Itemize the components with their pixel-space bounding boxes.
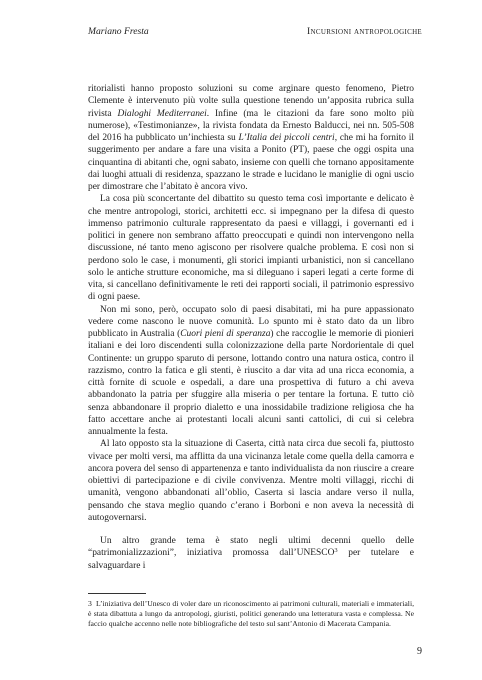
paragraph-1 bbox=[88, 83, 414, 193]
text-run: Non mi sono, però, occupato solo di paesi disabitati, mi ha pure appassionato vedere come nascono le nuove comunità. Lo spunto mi è stato dato da un libro pubblicato in Australia ( bbox=[88, 304, 414, 339]
text-run: , che mi ha fornito il suggerimento per andare a fare una visita a Ponito (PT), paese che oggi ospita una cinquantina di abitanti che, ogni sabato, insieme con quelli che tornano appositamente dai luoghi attuali di residenza, spazzano le strade e lucidano le maniglie di ogni uscio per dimostrare che l’abitato è ancora vivo. bbox=[88, 133, 414, 192]
running-header bbox=[88, 26, 422, 40]
paragraph-2: La cosa più sconcertante del dibattito su questo tema così importante e delicato è che mentre antropologi, storici, architetti ecc. si impegnano per la difesa di questo immenso patrimonio culturale rappresentato da paesi e villaggi, i governanti ed i politici in genere non sembrano affatto preoccupati e quindi non intervengono nella discussione, né tanto meno agiscono per risolvere qualche problema. E così non si perdono solo le case, i monumenti, gli storici impianti urbanistici, non si cancellano solo le antiche strutture economiche, ma si dileguano i saperi legati a certe forme di vita, si cancellano definitivamente le reti dei rapporti sociali, il patrimonio espressivo di ogni paese. bbox=[88, 194, 414, 303]
footnote-number: 3 bbox=[88, 599, 92, 608]
journal-title: Dialoghi Mediterranei bbox=[117, 108, 207, 119]
header-title: Incursioni antropologiche bbox=[307, 26, 422, 37]
text-run: ) che raccoglie le memorie di pionieri italiani e dei loro discendenti sulla colonizzazione della parte Nordorientale di quel Continente: un gruppo sparuto di persone, lottando contro una natura ostica, contro il razzismo, contro la fatica e gli stenti, è riuscito a dar vita ad una ricca economia, a città fornite di scuole e ospedali, a dare una prospettiva di futuro a chi aveva abbandonato la patria per sfuggire alla miseria o per tentare la fortuna. E tutto ciò senza abbandonare il proprio dialetto e una inossidabile tradizione religiosa che ha fatto accettare anche ai protestanti locali alcuni santi cattolici, di cui si celebra annualmente la festa. bbox=[88, 329, 414, 437]
inquiry-title: L’Italia dei piccoli centri bbox=[238, 133, 335, 143]
text-run: per tutelare e salvaguardare i bbox=[88, 548, 414, 571]
body-text bbox=[88, 83, 414, 572]
paragraph-4: Al lato opposto sta la situazione di Caserta, città nata circa due secoli fa, piuttosto vivace per molti versi, ma afflitta da una vicinanza letale come quella della camorra e ancora povera del senso di appartenenza e tanto individualista da non riuscire a creare obiettivi di partecipazione e di civile convivenza. Mentre molti villaggi, ricchi di umanità, vengono abbandonati all’oblio, Caserta si lascia andare verso il nulla, pensando che stava meglio quando c’erano i Borboni e non aveva la necessità di autogovernarsi. bbox=[88, 439, 414, 523]
book-title: Cuori pieni di speranza bbox=[180, 329, 271, 339]
footnote-reference[interactable]: 3 bbox=[334, 547, 338, 555]
paragraph-5 bbox=[88, 535, 414, 572]
text-run: Un altro grande tema è stato negli ultimi decenni quello delle “patrimonializzazioni”, iniziativa promossa dall’UNESCO bbox=[88, 536, 414, 559]
footnote bbox=[88, 599, 414, 629]
text-run: ritorialisti hanno proposto soluzioni su come arginare questo fenomeno, Pietro Clemente è intervenuto più volte sulla questione tenendo un’apposita rubrica sulla rivista bbox=[88, 84, 414, 119]
header-author: Mariano Fresta bbox=[88, 26, 149, 37]
page-number: 9 bbox=[417, 646, 422, 657]
text-run: . Infine (ma le citazioni da fare sono molto più numerose), «Testimonianze», la rivista fondata da Ernesto Balducci, nei nn. 505-508 del 2016 ha pubblicato un’inchiesta su bbox=[88, 108, 414, 143]
footnote-text: L’iniziativa dell’Unesco di voler dare un riconoscimento ai patrimoni culturali, materiali e immateriali, è stata dibattuta a lungo da antropologi, giuristi, politici generando una letteratura vasta e complessa. Ne faccio qualche accenno nelle note bibliografiche del testo sul sant’Antonio di Macerata Campania. bbox=[88, 599, 414, 628]
paragraph-3 bbox=[88, 304, 414, 439]
footnote-divider bbox=[88, 593, 146, 594]
